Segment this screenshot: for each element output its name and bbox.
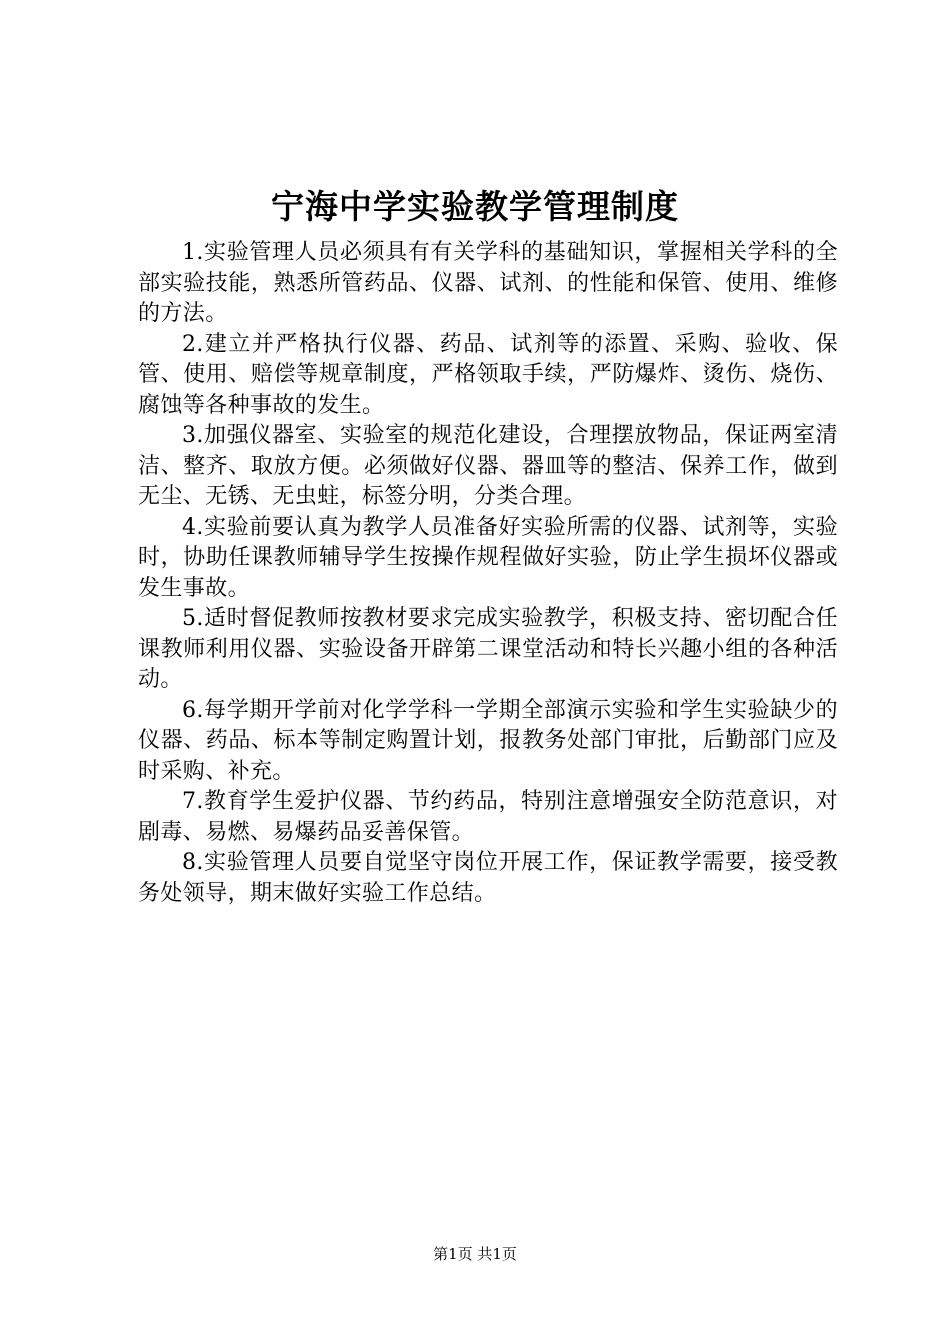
document-body (138, 238, 838, 909)
paragraph-3: 3.加强仪器室、实验室的规范化建设，合理摆放物品，保证两室清洁、整齐、取放方便。必须做好仪器、器皿等的整洁、保养工作，做到无尘、无锈、无虫蛀，标签分明，分类合理。 (138, 423, 838, 509)
paragraph-7: 7.教育学生爱护仪器、节约药品，特别注意增强安全防范意识，对剧毒、易燃、易爆药品妥善保管。 (138, 789, 838, 845)
paragraph-1: 1.实验管理人员必须具有有关学科的基础知识，掌握相关学科的全部实验技能，熟悉所管药品、仪器、试剂、的性能和保管、使用、维修的方法。 (138, 240, 838, 326)
document-title: 宁海中学实验教学管理制度 (271, 187, 679, 226)
paragraph-6: 6.每学期开学前对化学学科一学期全部演示实验和学生实验缺少的仪器、药品、标本等制定购置计划，报教务处部门审批，后勤部门应及时采购、补充。 (138, 697, 838, 784)
page-footer: 第1页 共1页 (433, 1245, 517, 1263)
paragraph-4: 4.实验前要认真为教学人员准备好实验所需的仪器、试剂等，实验时，协助任课教师辅导学生按操作规程做好实验，防止学生损坏仪器或发生事故。 (138, 514, 838, 601)
paragraph-2: 2.建立并严格执行仪器、药品、试剂等的添置、采购、验收、保管、使用、赔偿等规章制度，严格领取手续，严防爆炸、烫伤、烧伤、腐蚀等各种事故的发生。 (138, 331, 838, 418)
paragraph-8: 8.实验管理人员要自觉坚守岗位开展工作，保证教学需要，接受教务处领导，期末做好实验工作总结。 (138, 850, 838, 906)
paragraph-5: 5.适时督促教师按教材要求完成实验教学，积极支持、密切配合任课教师利用仪器、实验设备开辟第二课堂活动和特长兴趣小组的各种活动。 (138, 606, 838, 692)
